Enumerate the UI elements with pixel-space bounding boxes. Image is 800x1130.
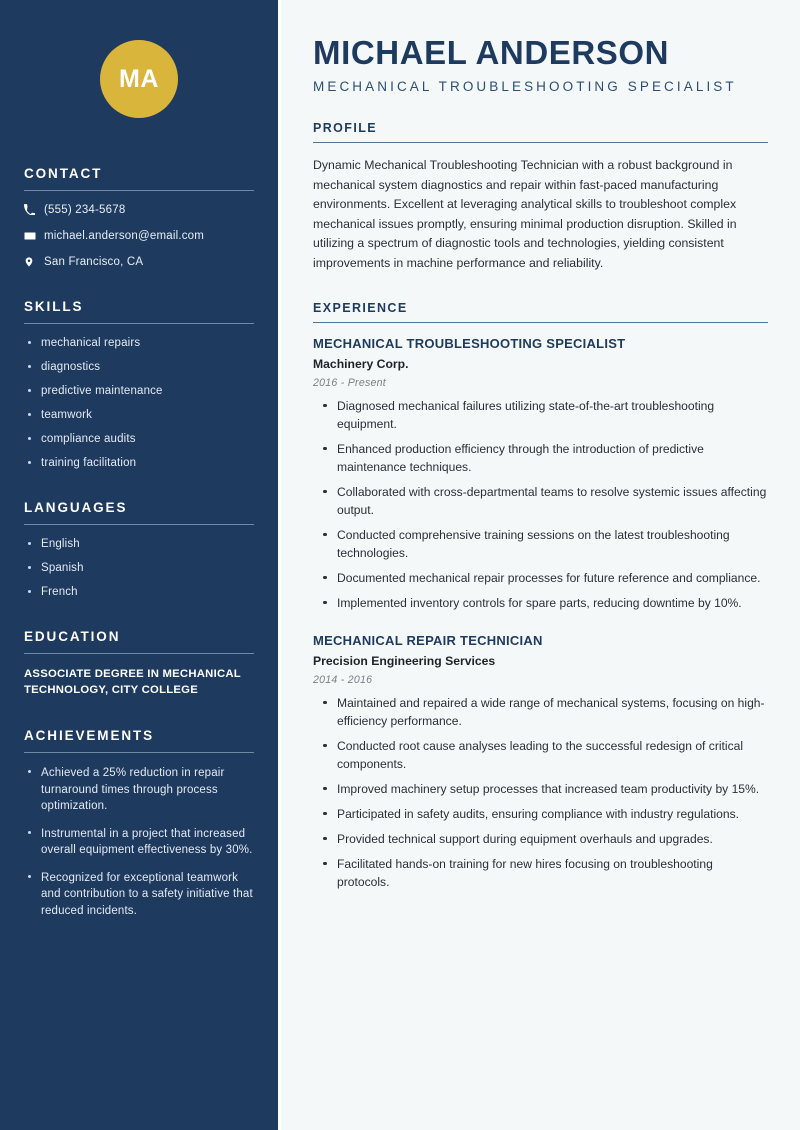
list-item: Participated in safety audits, ensuring compliance with industry regulations. xyxy=(317,805,768,823)
contact-section xyxy=(24,166,254,269)
contact-divider xyxy=(24,190,254,191)
list-item: English xyxy=(24,537,254,551)
achievements-list xyxy=(24,765,254,919)
job-title: MECHANICAL TROUBLESHOOTING SPECIALIST xyxy=(313,335,626,351)
languages-section xyxy=(24,500,254,599)
languages-list xyxy=(24,537,254,599)
list-item: Facilitated hands-on training for new hires focusing on troubleshooting protocols. xyxy=(317,855,768,891)
page-title: MICHAEL ANDERSON xyxy=(313,34,670,71)
list-item: training facilitation xyxy=(24,456,254,470)
list-item: diagnostics xyxy=(24,360,254,374)
languages-heading: LANGUAGES xyxy=(24,500,128,515)
job-company: Precision Engineering Services xyxy=(313,653,496,668)
contact-row-email xyxy=(24,229,254,243)
experience-entry xyxy=(313,633,768,891)
profile-text: Dynamic Mechanical Troubleshooting Technician with a robust background in mechanical system diagnostics and repair within fast-paced manufacturing environments. Excellent at leveraging analytical skills to troubleshoot complex mechanical issues promptly, ensuring minimal production disruption. Skilled in utilizing a spectrum of diagnostic tools and technologies, yielding consistent improvements in machine performance and reliability. xyxy=(313,158,737,270)
avatar xyxy=(100,40,178,118)
profile-heading: PROFILE xyxy=(313,121,377,135)
skills-list xyxy=(24,336,254,470)
list-item: Maintained and repaired a wide range of mechanical systems, focusing on high-efficiency performance. xyxy=(317,694,768,730)
contact-email-value[interactable]: michael.anderson@email.com xyxy=(44,230,205,242)
envelope-icon xyxy=(24,229,44,242)
contact-row-phone xyxy=(24,203,254,217)
skills-heading: SKILLS xyxy=(24,299,84,314)
list-item: Enhanced production efficiency through the introduction of predictive maintenance techniques. xyxy=(317,440,768,476)
list-item: Recognized for exceptional teamwork and contribution to a safety initiative that reduced incidents. xyxy=(24,870,254,920)
job-title: MECHANICAL REPAIR TECHNICIAN xyxy=(313,632,543,648)
job-bullet-list xyxy=(313,694,768,891)
contact-phone-value[interactable]: (555) 234-5678 xyxy=(44,204,126,216)
job-bullet-list xyxy=(313,397,768,612)
list-item: Collaborated with cross-departmental teams to resolve systemic issues affecting output. xyxy=(317,483,768,519)
job-headline: MECHANICAL TROUBLESHOOTING SPECIALIST xyxy=(313,79,737,94)
list-item: Achieved a 25% reduction in repair turnaround times through process optimization. xyxy=(24,765,254,815)
list-item: Instrumental in a project that increased overall equipment effectiveness by 30%. xyxy=(24,826,254,859)
list-item: Documented mechanical repair processes for future reference and compliance. xyxy=(317,569,768,587)
job-dates: 2014 - 2016 xyxy=(313,673,373,686)
list-item: mechanical repairs xyxy=(24,336,254,350)
location-pin-icon xyxy=(24,255,44,268)
education-entry: ASSOCIATE DEGREE IN MECHANICAL TECHNOLOGY, CITY COLLEGE xyxy=(24,668,241,696)
experience-entry xyxy=(313,336,768,612)
list-item: teamwork xyxy=(24,408,254,422)
education-divider xyxy=(24,653,254,654)
profile-divider xyxy=(313,142,768,143)
list-item: French xyxy=(24,585,254,599)
achievements-divider xyxy=(24,752,254,753)
list-item: compliance audits xyxy=(24,432,254,446)
list-item: Diagnosed mechanical failures utilizing state-of-the-art troubleshooting equipment. xyxy=(317,397,768,433)
contact-row-location xyxy=(24,255,254,269)
contact-heading: CONTACT xyxy=(24,166,103,181)
experience-heading: EXPERIENCE xyxy=(313,300,408,315)
achievements-section xyxy=(24,728,254,919)
experience-divider xyxy=(313,322,768,323)
job-dates: 2016 - Present xyxy=(313,376,386,389)
list-item: Implemented inventory controls for spare parts, reducing downtime by 10%. xyxy=(317,594,768,612)
profile-section xyxy=(313,121,768,274)
skills-divider xyxy=(24,323,254,324)
list-item: predictive maintenance xyxy=(24,384,254,398)
list-item: Conducted comprehensive training sessions on the latest troubleshooting technologies. xyxy=(317,526,768,562)
avatar-wrap xyxy=(24,0,254,118)
skills-section xyxy=(24,299,254,470)
list-item: Provided technical support during equipment overhauls and upgrades. xyxy=(317,830,768,848)
sidebar xyxy=(0,0,278,1130)
list-item: Conducted root cause analyses leading to the successful redesign of critical components. xyxy=(317,737,768,773)
job-company: Machinery Corp. xyxy=(313,356,409,371)
list-item: Spanish xyxy=(24,561,254,575)
experience-section xyxy=(313,301,768,891)
contact-location-value: San Francisco, CA xyxy=(44,256,144,268)
phone-icon xyxy=(24,203,44,215)
languages-divider xyxy=(24,524,254,525)
avatar-initials: MA xyxy=(119,64,159,93)
education-section xyxy=(24,629,254,698)
main-column xyxy=(278,0,800,1130)
education-heading: EDUCATION xyxy=(24,629,121,644)
achievements-heading: ACHIEVEMENTS xyxy=(24,728,155,743)
list-item: Improved machinery setup processes that increased team productivity by 15%. xyxy=(317,780,768,798)
